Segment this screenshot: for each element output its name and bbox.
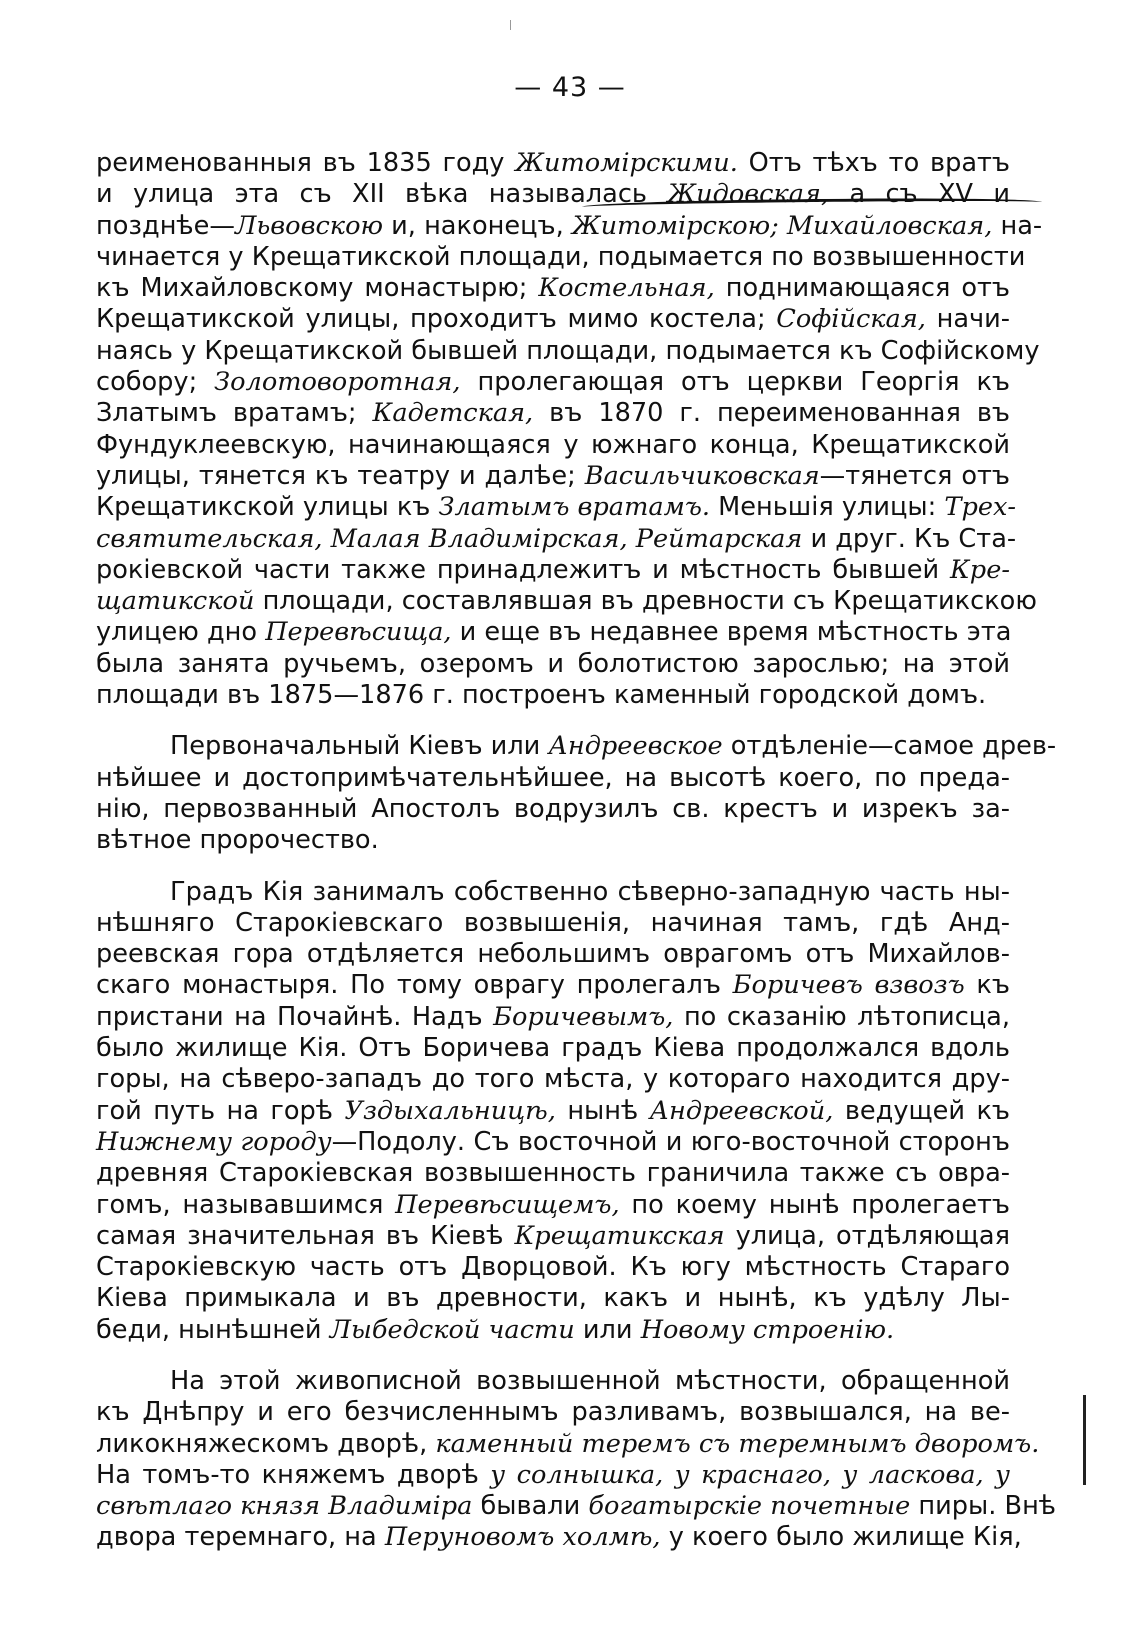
text-run: Кіева примыкала и въ древности, какъ и нынѣ, къ удѣлу Лы-: [96, 1283, 1010, 1314]
paragraph-1: [96, 148, 1043, 711]
text-run: скаго монастыря. По тому оврагу пролегалъ: [96, 970, 733, 1001]
text-run: позднѣе—: [96, 210, 235, 241]
text-line: [96, 970, 1010, 1001]
italic-street-name: Уздыхальницѣ,: [344, 1095, 556, 1126]
text-line: [96, 210, 1043, 242]
page-body: [96, 148, 1057, 1554]
text-line: [96, 1522, 1022, 1553]
italic-street-name: Кре-: [950, 554, 1010, 585]
text-run: [779, 211, 787, 241]
text-line: [96, 1190, 1010, 1221]
text-line: [96, 1002, 1010, 1033]
text-line: [96, 1252, 1010, 1283]
text-run: къ Днѣпру и его безчисленнымъ разливамъ, возвышался, на ве-: [96, 1397, 1010, 1428]
text-line: [96, 939, 1010, 970]
text-run: Меньшія улицы:: [710, 492, 945, 523]
italic-street-name: Нижнему городу: [96, 1126, 332, 1157]
italic-street-name: Житомірскими.: [515, 148, 738, 178]
italic-street-name: Васильчиковская: [584, 460, 820, 491]
text-run: рокіевской части также принадлежитъ и мѣстность бывшей: [96, 554, 950, 585]
text-run: чинается у Крещатикской площади, подымается по возвышенности: [96, 241, 1026, 272]
text-run: и друг. Къ Ста-: [802, 523, 1017, 554]
text-line: [96, 1283, 1010, 1314]
text-run: ведущей къ: [833, 1095, 1010, 1126]
text-run: собору;: [96, 367, 215, 398]
text-line: [96, 492, 1017, 523]
text-line: [96, 1221, 1010, 1252]
text-run: въ 1870 г. переименованная въ: [533, 398, 1010, 429]
text-line: [96, 1315, 1010, 1346]
text-run: по сказанію лѣтописца,: [673, 1001, 1011, 1032]
italic-street-name: Перуновомъ холмѣ,: [384, 1522, 661, 1553]
italic-street-name: Крещатикская: [514, 1220, 725, 1251]
text-run: и еще въ недавнее время мѣстность эта: [451, 617, 1012, 648]
text-line: [96, 555, 1010, 586]
text-run: самая значительная въ Кіевѣ: [96, 1220, 515, 1251]
italic-street-name: Новому строенію.: [640, 1314, 895, 1345]
text-line: [96, 335, 1040, 367]
italic-street-name: свѣтлаго князя Владиміра: [96, 1491, 473, 1522]
italic-street-name: Кадетская,: [372, 398, 534, 429]
paragraph-4: [96, 1365, 1056, 1554]
italic-street-name: Боричевъ взвозъ: [732, 970, 965, 1001]
italic-street-name: Андреевской,: [649, 1095, 834, 1126]
text-run: а съ XV и: [829, 179, 1010, 210]
text-line: [96, 1096, 1010, 1127]
text-run: было жилище Кія. Отъ Боричева градъ Кіева продолжался вдоль: [96, 1033, 1010, 1064]
italic-street-name: богатырскіе почетные: [588, 1491, 911, 1522]
text-run: древняя Старокіевская возвышенность граничила также съ овра-: [96, 1158, 1010, 1189]
italic-street-name: Софійская,: [776, 304, 926, 335]
text-run: Златымъ вратамъ;: [96, 398, 373, 429]
italic-street-name: Перевѣсища,: [265, 617, 452, 648]
italic-street-name: Андреевское: [548, 731, 723, 762]
text-run: нѣйшее и достопримѣчательнѣйшее, на высотѣ коего, по преда-: [96, 762, 1010, 793]
text-run: отдѣленіе—самое древ-: [722, 731, 1057, 762]
text-line: [96, 1397, 1010, 1428]
text-run: на-: [992, 210, 1043, 241]
text-line: [96, 1064, 1010, 1095]
text-line: [96, 430, 1010, 461]
text-line: [96, 304, 1010, 335]
text-run: пролегающая отъ церкви Георгія къ: [460, 367, 1010, 398]
italic-street-name: Костельная,: [538, 273, 715, 304]
text-run: поднимающаяся отъ: [714, 273, 1010, 304]
text-line: [96, 148, 1010, 179]
text-run: Первоначальный Кіевъ или: [170, 731, 549, 762]
text-line: [96, 1428, 1040, 1460]
text-run: Градъ Кія занималъ собственно сѣверно-западную часть ны-: [170, 876, 1010, 907]
text-line: [96, 908, 1010, 939]
text-run: горы, на сѣверо-западъ до того мѣста, у котораго находится дру-: [96, 1064, 1010, 1095]
text-run: двора теремнаго, на: [96, 1522, 385, 1553]
text-run: Крещатикской улицы, проходитъ мимо костела;: [96, 304, 777, 335]
text-run: нынѣ: [555, 1095, 650, 1126]
text-run: Крещатикской улицы къ: [96, 492, 439, 523]
text-run: къ Михайловскому монастырю;: [96, 273, 539, 304]
text-run: и улица эта съ XII вѣка называлась: [96, 179, 668, 210]
italic-street-name: Жидовская,: [667, 179, 830, 210]
page-number: — 43 —: [514, 72, 626, 103]
text-run: улица, отдѣляющая: [724, 1220, 1010, 1251]
text-line: [96, 461, 1010, 492]
text-line: [96, 273, 1010, 304]
italic-street-name: Лыбедской части: [329, 1314, 575, 1345]
text-run: Старокіевскую часть отъ Дворцовой. Къ югу мѣстность Стараго: [96, 1252, 1010, 1283]
text-line: [96, 877, 1010, 908]
text-run: нію, первозванный Апостолъ водрузилъ св. крестъ и изрекъ за-: [96, 793, 1010, 824]
text-run: реевская гора отдѣляется небольшимъ оврагомъ отъ Михайлов-: [96, 939, 1010, 970]
text-run: была занята ручьемъ, озеромъ и болотистою зарослью; на этой: [96, 648, 1010, 679]
text-run: реименованныя въ 1835 году: [96, 148, 516, 178]
text-line: [96, 523, 1017, 555]
text-line: [96, 680, 1010, 711]
text-line: [96, 241, 1026, 273]
text-run: и, наконецъ,: [383, 210, 572, 241]
italic-street-name: Трех-: [944, 492, 1017, 523]
page-tick: [510, 20, 511, 30]
text-line: [96, 1491, 1056, 1522]
italic-street-name: у солнышка, у краснаго, у ласкова, у: [490, 1459, 1010, 1490]
text-run: гой путь на горѣ: [96, 1095, 345, 1126]
text-run: —Подолу. Съ восточной и юго-восточной сторонъ: [331, 1126, 1010, 1157]
italic-street-name: щатикской: [96, 586, 255, 617]
text-line: [96, 586, 1037, 617]
text-run: гомъ, называвшимся: [96, 1189, 396, 1220]
text-run: Фундуклеевскую, начинающаяся у южнаго конца, Крещатикской: [96, 429, 1010, 460]
italic-street-name: Михайловская,: [786, 210, 993, 241]
text-line: [96, 1366, 1010, 1397]
text-run: начи-: [925, 304, 1010, 335]
text-run: пристани на Почайнѣ. Надъ: [96, 1001, 494, 1032]
text-line: [96, 1158, 1010, 1189]
paragraph-2: [96, 731, 1057, 856]
text-run: ликокняжескомъ дворѣ,: [96, 1428, 436, 1459]
text-run: вѣтное пророчество.: [96, 825, 379, 856]
text-line: [96, 825, 1010, 856]
italic-street-name: Золотоворотная,: [214, 367, 461, 398]
text-run: улицы, тянется къ театру и далѣе;: [96, 460, 585, 491]
text-run: улицею дно: [96, 617, 266, 648]
text-run: бывали: [472, 1491, 589, 1522]
text-line: [96, 1127, 1010, 1158]
text-line: [96, 398, 1010, 429]
text-run: или: [574, 1314, 641, 1345]
italic-street-name: Перевѣсищемъ,: [395, 1189, 620, 1220]
text-line: [96, 1033, 1010, 1064]
text-line: [96, 367, 1010, 398]
text-run: по коему нынѣ пролегаетъ: [619, 1189, 1010, 1220]
text-run: На томъ-то княжемъ дворѣ: [96, 1459, 491, 1490]
text-run: Отъ тѣхъ то вратъ: [737, 148, 1011, 178]
italic-street-name: каменный теремъ съ теремнымъ дворомъ.: [435, 1428, 1040, 1459]
text-run: наясь у Крещатикской бывшей площади, подымается къ Софійскому: [96, 335, 1040, 366]
text-line: [96, 1460, 1010, 1491]
margin-pencil-mark: [1083, 1395, 1086, 1485]
text-line: [96, 649, 1010, 680]
italic-street-name: Златымъ вратамъ.: [438, 492, 711, 523]
italic-street-name: Боричевымъ,: [493, 1001, 674, 1032]
italic-street-name: Львовскою: [234, 210, 384, 241]
text-run: у коего было жилище Кія,: [660, 1522, 1022, 1553]
text-line: [96, 731, 1057, 762]
text-run: —тянется отъ: [819, 460, 1011, 491]
text-line: [96, 794, 1010, 825]
text-line: [96, 763, 1010, 794]
paragraph-3: [96, 877, 1010, 1346]
italic-street-name: Житомірскою;: [571, 210, 779, 241]
text-line: [96, 617, 1010, 648]
italic-street-name: святительская, Малая Владимірская, Рейтарская: [96, 523, 803, 554]
text-run: беди, нынѣшней: [96, 1314, 330, 1345]
text-run: На этой живописной возвышенной мѣстности, обращенной: [170, 1365, 1010, 1396]
text-run: нѣшняго Старокіевскаго возвышенія, начиная тамъ, гдѣ Анд-: [96, 907, 1010, 938]
text-run: пиры. Внѣ: [910, 1491, 1056, 1522]
text-run: къ: [964, 970, 1010, 1001]
text-run: площади, составлявшая въ древности съ Крещатикскою: [254, 586, 1037, 617]
text-run: площади въ 1875—1876 г. построенъ каменный городской домъ.: [96, 680, 987, 711]
